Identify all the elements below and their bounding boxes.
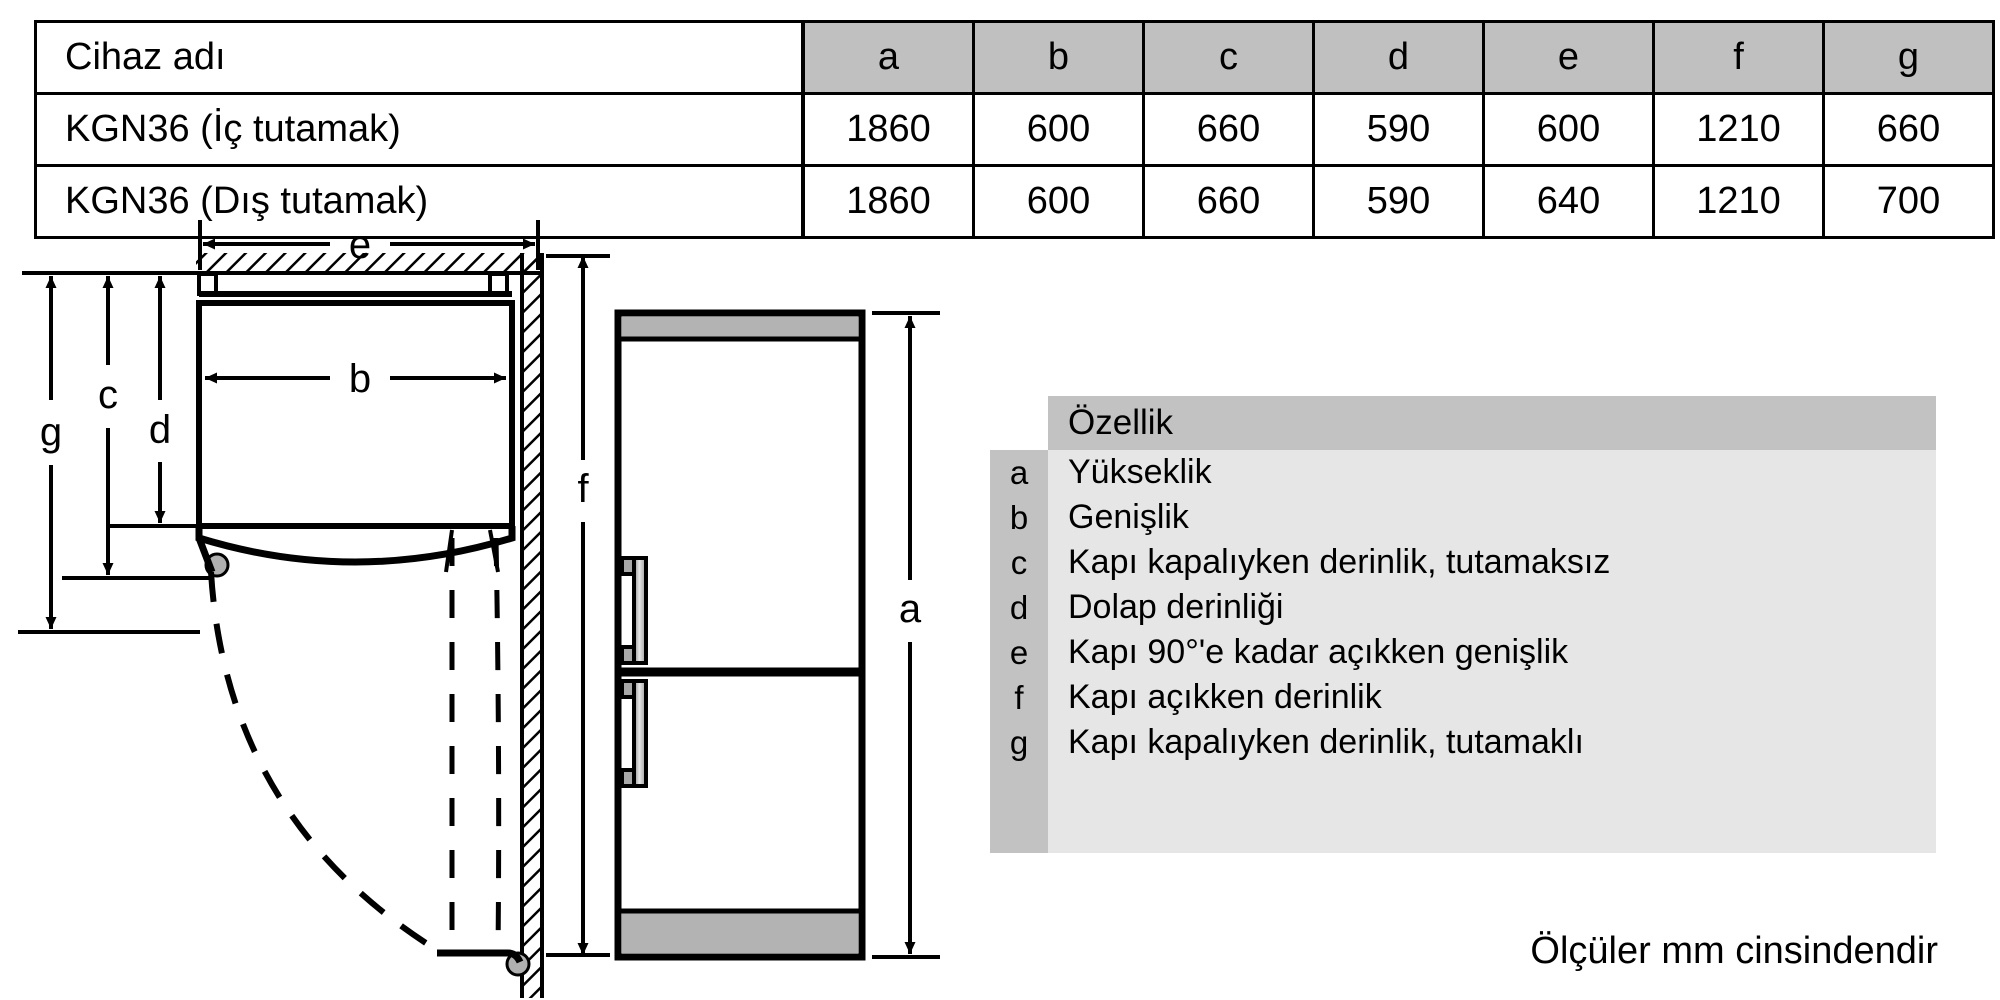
dimension-label-g: g [39,410,63,454]
legend-row [990,630,1936,675]
cell-b: 600 [974,166,1144,238]
units-note: Ölçüler mm cinsindendir [1530,930,1938,972]
cell-a: 1860 [803,94,974,166]
technical-drawing [0,200,1000,1000]
legend-desc-f: Kapı açıkken derinlik [1068,678,1382,716]
cell-g: 660 [1824,94,1994,166]
cell-c: 660 [1144,166,1314,238]
table-header-f: f [1654,22,1824,94]
dimension-b [205,357,506,401]
door-open-guide-2 [496,538,499,952]
dimension-label-a: a [898,587,922,631]
table-header-device-name: Cihaz adı [36,22,804,94]
cell-e: 600 [1484,94,1654,166]
legend-desc-b: Genişlik [1068,498,1189,536]
device-name-cell: KGN36 (İç tutamak) [36,94,804,166]
cell-d: 590 [1314,166,1484,238]
legend-row [990,585,1936,630]
cell-b: 600 [974,94,1144,166]
legend-desc-d: Dolap derinliği [1068,588,1284,626]
legend-key-f: f [1014,679,1024,716]
device-name-cell: KGN36 (Dış tutamak) [36,166,804,238]
cell-g: 700 [1824,166,1994,238]
wall-right-hatched [522,253,542,998]
legend-key-b: b [1009,499,1029,536]
appliance-top-band [622,317,858,339]
dimension-c [98,276,118,575]
dimension-g [40,276,62,629]
dimension-label-c: c [98,373,118,417]
door-swing-arc [211,572,440,952]
cell-f: 1210 [1654,94,1824,166]
table-header-row [36,22,1994,94]
cell-a: 1860 [803,166,974,238]
legend-desc-g: Kapı kapalıyken derinlik, tutamaklı [1068,723,1584,761]
legend-row [990,495,1936,540]
dimension-a [872,313,940,957]
dimension-label-d: d [148,408,172,452]
legend-key-e: e [1009,634,1029,671]
table-header-a: a [803,22,974,94]
legend-key-a: a [1009,454,1029,491]
cell-e: 640 [1484,166,1654,238]
legend-row [990,720,1936,765]
legend-desc-a: Yükseklik [1068,453,1212,491]
dimension-label-e: e [348,223,372,267]
cell-c: 660 [1144,94,1314,166]
cell-d: 590 [1314,94,1484,166]
table-header-b: b [974,22,1144,94]
legend-desc-c: Kapı kapalıyken derinlik, tutamaksız [1068,543,1611,581]
legend-key-d: d [1009,589,1029,626]
appliance-bottom-band [622,911,858,953]
table-header-e: e [1484,22,1654,94]
door-closed-curved-face [199,526,512,562]
legend-row [990,675,1936,720]
legend-panel [990,396,1936,853]
cell-f: 1210 [1654,166,1824,238]
table-row [36,94,1994,166]
front-elevation-view [618,313,940,957]
legend-key-c: c [1010,544,1028,581]
table-header-g: g [1824,22,1994,94]
appliance-body [618,313,862,957]
dimension-d [149,276,171,523]
dimension-label-b: b [348,357,372,401]
legend-header-label: Özellik [1068,403,1174,442]
plan-view [18,220,610,998]
table-header-c: c [1144,22,1314,94]
legend-row [990,540,1936,585]
legend-key-g: g [1009,724,1029,761]
legend-desc-e: Kapı 90°'e kadar açıkken genişlik [1068,633,1569,671]
dimension-label-f: f [577,467,589,511]
dimension-f [546,256,610,955]
legend-row [990,450,1936,495]
cabinet-plan-outline [199,294,512,526]
legend-header-background [1048,396,1936,450]
table-header-d: d [1314,22,1484,94]
